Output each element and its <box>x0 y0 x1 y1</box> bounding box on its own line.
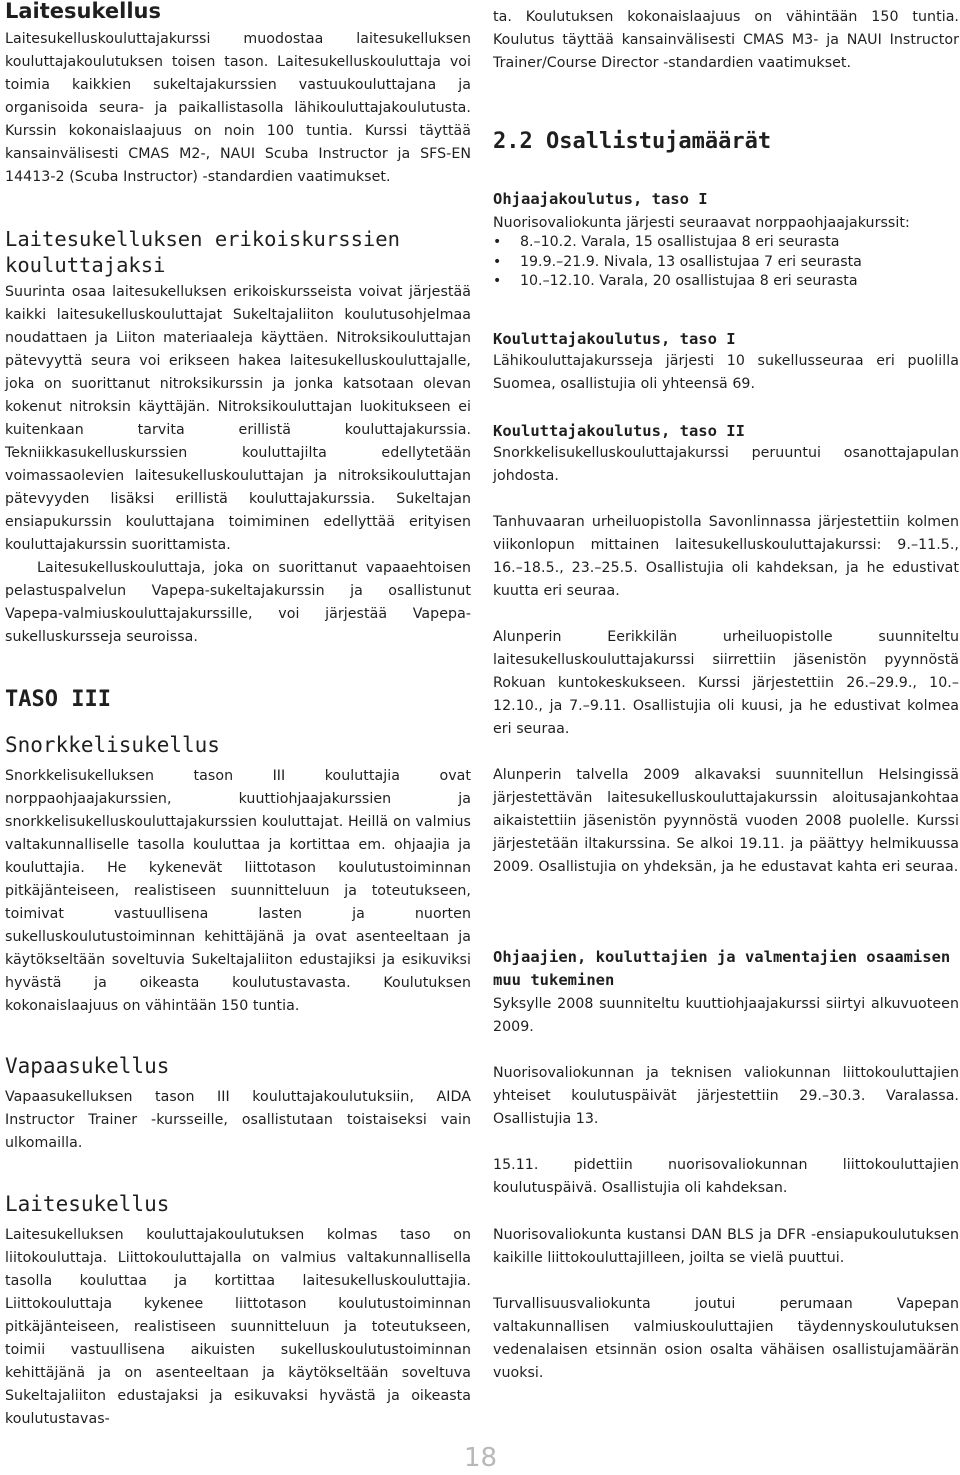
paragraph-liittokouluttaja: Laitesukelluksen kouluttajakoulutuksen kolmas taso on liitokouluttaja. Liittokouluttajalla on valmius valtakunnallisella tasolla kouluttaa ja kortittaa laitesukelluskouluttajia. Liittokouluttaja kykenee liittotason koulutustoiminnan pitkäjänteiseen, realistiseen suunnitteluun ja toteutukseen, toimii vastuullisena aikuisten sukelluskoulutustoiminnan kehittäjänä ja on asenteeltaan ja käytökseltään soveltuva Sukeltajaliiton edustajaksi ja esikuvaksi hyvästä ja oikeasta koulutustavas- <box>5 1227 471 1427</box>
paragraph-vapepa: Laitesukelluskouluttaja, joka on suorittanut vapaaehtoisen pelastuspalvelun Vapepa-sukeltajakurssin ja osallistunut Vapepa-valmiuskouluttajakurssille, voi järjestää Vapepa-sukelluskursseja seuroissa. <box>5 560 471 645</box>
heading-erikoiskurssit: Laitesukelluksen erikoiskurssien kouluttajaksi <box>5 227 400 277</box>
heading-laitesukellus: Laitesukellus <box>5 0 161 23</box>
heading-vapaasukellus: Vapaasukellus <box>5 1054 170 1078</box>
paragraph-helsinki: Alunperin talvella 2009 alkavaksi suunnitellun Helsingissä järjestettävän laitesukelluskouluttajakurssin aloitusajankohtaa aikaistettiin jäsenistön pyynnöstä vuoden 2008 puolelle. Kurssi järjestetään iltakurssina. Se alkoi 19.11. ja päättyy helmikuussa 2009. Osallistujia on yhdeksän, ja he edustavat kahta eri seuraa. <box>493 767 959 875</box>
heading-laitesukellus-2: Laitesukellus <box>5 1192 170 1216</box>
heading-snorkkelisukellus: Snorkkelisukellus <box>5 733 220 757</box>
page-number: 18 <box>464 1443 498 1473</box>
list-item: • 19.9.–21.9. Nivala, 13 osallistujaa 7 eri seurasta <box>493 253 959 273</box>
paragraph-turvallisuusvaliokunta: Turvallisuusvaliokunta joutui perumaan Vapepan valtakunnallisen valmiuskouluttajien täydennyskoulutuksen vedenalaisen etsinnän osion osalta vähäisen osallistujamäärän vuoksi. <box>493 1296 959 1381</box>
paragraph-koulutuspaivat: Nuorisovaliokunnan ja teknisen valiokunnan liittokouluttajien yhteiset koulutuspäivät järjestettiin 29.–30.3. Varalassa. Osallistujia 13. <box>493 1065 959 1127</box>
heading-kouluttajakoulutus-taso-ii: Kouluttajakoulutus, taso II <box>493 422 745 440</box>
list-item: • 8.–10.2. Varala, 15 osallistujaa 8 eri seurasta <box>493 233 959 253</box>
paragraph-continuation: ta. Koulutuksen kokonaislaajuus on vähintään 150 tuntia. Koulutus täyttää kansainvälisesti CMAS M3- ja NAUI Instructor Trainer/Course Director -standardien vaatimukset. <box>493 9 959 71</box>
paragraph-vapaasukellus: Vapaasukelluksen tason III kouluttajakoulutuksiin, AIDA Instructor Trainer -kursseille, osallistutaan toistaiseksi vain ulkomailla. <box>5 1089 471 1151</box>
paragraph-laitesukelluskouluttajakurssi: Laitesukelluskouluttajakurssi muodostaa laitesukelluksen kouluttajakoulutuksen toisen tason. Laitesukelluskouluttaja voi toimia kaikkien sukeltajakurssien vastuukouluttajana ja organisoida seura- ja paikallistasolla lähikouluttajakoulutusta. Kurssin kokonaislaajuus on noin 100 tuntia. Kurssi täyttää kansainvälisesti CMAS M2-, NAUI Scuba Instructor ja SFS-EN 14413-2 (Scuba Instructor) -standardien vaatimukset. <box>5 31 471 185</box>
heading-ohjaajakoulutus-taso-i: Ohjaajakoulutus, taso I <box>493 190 708 208</box>
paragraph-snorkkelisukellus: Snorkkelisukelluksen tason III kouluttajia ovat norppaohjaajakurssien, kuuttiohjaajakurssien ja snorkkelisukelluskouluttajakurssien kouluttajat. Heillä on valmius valtakunnalliselle tasolla kouluttaa ja kortittaa em. ohjaajia ja kouluttajia. He kykenevät liittotason koulutustoiminnan pitkäjänteiseen, realistiseen suunnitteluun ja toteutukseen, toimivat vastuullisena lasten ja nuorten sukelluskoulutustoiminnan kehittäjänä ja ovat asenteeltaan ja käytökseltään soveltuvia Sukeltajaliiton edustajiksi ja esikuviksi hyvästä ja oikeasta koulutustavasta. Koulutuksen kokonaislaajuus on vähintään 150 tuntia. <box>5 768 471 1014</box>
paragraph-norppaohjaajakurssit: Nuorisovaliokunta järjesti seuraavat norppaohjaajakurssit: <box>493 215 910 231</box>
paragraph-lahikouluttajakurssit: Lähikouluttajakursseja järjesti 10 sukellusseuraa eri puolilla Suomea, osallistujia oli yhteensä 69. <box>493 353 959 392</box>
paragraph-tanhuvaara: Tanhuvaaran urheiluopistolla Savonlinnassa järjestettiin kolmen viikonlopun mittainen laitesukelluskouluttajakurssi: 9.–11.5., 16.–18.5., 23.–25.5. Osallistujia oli kahdeksan, ja he edustivat kuutta eri seuraa. <box>493 514 959 599</box>
list-item: • 10.–12.10. Varala, 20 osallistujaa 8 eri seurasta <box>493 272 959 292</box>
paragraph-snorkkeli-peruuntui: Snorkkelisukelluskouluttajakurssi peruuntui osanottajapulan johdosta. <box>493 445 959 484</box>
paragraph-dan-bls: Nuorisovaliokunta kustansi DAN BLS ja DFR -ensiapukoulutuksen kaikille liittokouluttajilleen, joilta se vielä puuttui. <box>493 1227 959 1266</box>
paragraph-eerikkila: Alunperin Eerikkilän urheiluopistolle suunniteltu laitesukelluskouluttajakurssi siirrettiin jäsenistön pyynnöstä Rokuan kuntokeskukseen. Kurssi järjestettiin 26.–29.9., 10.–12.10., ja 7.–9.11. Osallistujia oli kuusi, ja he edustivat kolmea eri seuraa. <box>493 629 959 737</box>
heading-osaamisen-tukeminen: Ohjaajien, kouluttajien ja valmentajien osaamisen muu tukeminen <box>493 948 951 989</box>
paragraph-kuuttiohjaajakurssi: Syksylle 2008 suunniteltu kuuttiohjaajakurssi siirtyi alkuvuoteen 2009. <box>493 996 959 1035</box>
paragraph-erikoiskurssit: Suurinta osaa laitesukelluksen erikoiskursseista voivat järjestää kaikki laitesukelluskouluttajat Sukeltajaliiton koulutusohjelmaa noudattaen ja Liiton materiaaleja käyttäen. Nitroksikouluttajan pätevyyttä seura voi erikseen hakea laitesukelluskouluttajalle, joka on suorittanut nitroksikurssin ja jonka katsotaan olevan kokenut nitroksin käyttäjän. Nitroksikouluttajan luokitukseen ei kuitenkaan tarvita erillistä kouluttajakurssia. Tekniikkasukelluskurssien kouluttajilta edellytetään voimassaolevien laitesukelluskouluttajan ja nitroksikouluttajan pätevyyden lisäksi erillistä kouluttajakurssia. Sukeltajan ensiapukurssin kouluttajana toimiminen edellyttää erityisen kouluttajakurssin suorittamista. <box>5 284 471 553</box>
heading-osallistujamaarat: 2.2 Osallistujamäärät <box>493 129 772 154</box>
paragraph-koulutuspaiva-1511: 15.11. pidettiin nuorisovaliokunnan liittokouluttajien koulutuspäivä. Osallistujia oli kahdeksan. <box>493 1157 959 1196</box>
course-list <box>493 233 959 292</box>
heading-taso-iii: TASO III <box>5 687 111 712</box>
heading-kouluttajakoulutus-taso-i: Kouluttajakoulutus, taso I <box>493 330 736 348</box>
